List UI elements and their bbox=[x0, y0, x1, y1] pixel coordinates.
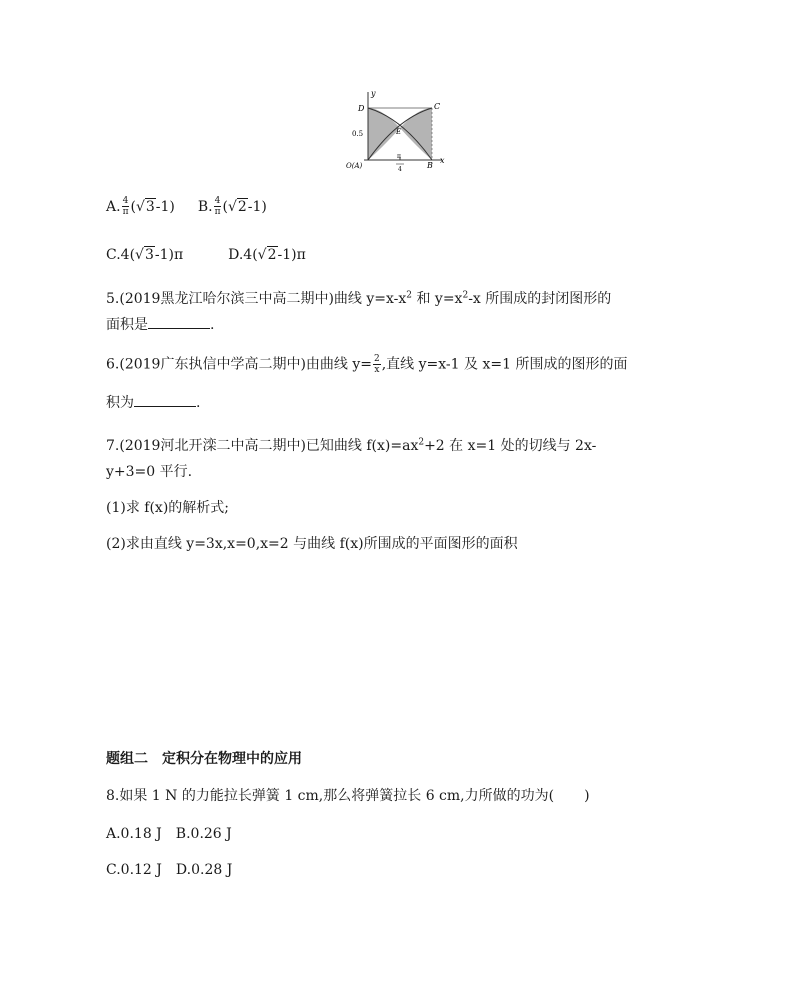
q7-text-a: 7.(2019河北开滦二中高二期中)已知曲线 f(x)=ax bbox=[106, 438, 419, 454]
q4-option-b-suffix: -1) bbox=[247, 198, 267, 215]
q6-line-2-text: 积为 bbox=[106, 395, 134, 411]
q6-text-b: ,直线 y=x-1 及 x=1 所围成的图形的面 bbox=[381, 356, 628, 373]
q4-option-b[interactable]: B. $\frac{4}{\pi}$ (√2-1) bbox=[197, 196, 267, 217]
q6-fraction-denominator: x bbox=[374, 365, 380, 375]
q7-part-1: (1)求 f(x)的解析式; bbox=[106, 500, 229, 516]
q4-option-c-suffix: -1)π bbox=[154, 247, 184, 263]
q6-end-period: . bbox=[196, 395, 201, 411]
q5-stem-line-1 bbox=[106, 290, 611, 308]
q7-part-2: (2)求由直线 y=3x,x=0,x=2 与曲线 f(x)所围成的平面图形的面积 bbox=[106, 536, 518, 552]
q7-stem-line-1 bbox=[106, 437, 596, 455]
q8-option-a[interactable]: A.0.18 J bbox=[106, 826, 162, 842]
label-half: 0.5 bbox=[352, 130, 364, 138]
q5-text-c: -x 所围成的封闭图形的 bbox=[468, 291, 612, 307]
q4-option-a-numerator: 4 bbox=[122, 196, 129, 206]
q4-option-b-numerator: 4 bbox=[214, 196, 221, 206]
q8-stem-text: 8.如果 1 N 的力能拉长弹簧 1 cm,那么将弹簧拉长 6 cm,力所做的功为( bbox=[106, 788, 555, 804]
q6-fraction bbox=[373, 354, 381, 375]
q4-option-a-radicand: 3 bbox=[145, 198, 155, 215]
section-2-heading: 题组二 定积分在物理中的应用 bbox=[106, 751, 302, 767]
q8-options-row-2 bbox=[106, 861, 232, 879]
label-pi: π bbox=[397, 153, 401, 160]
label-d: D bbox=[358, 104, 365, 113]
q4-options-row-2 bbox=[106, 246, 306, 264]
q4-option-b-fraction bbox=[214, 196, 222, 217]
q5-text-b: 和 y=x bbox=[412, 291, 463, 307]
q4-option-a-prefix: A. bbox=[106, 198, 121, 215]
q8-stem bbox=[106, 787, 590, 805]
q4-option-d-sqrt: √2 bbox=[257, 247, 277, 263]
q7-stem-line-2: y+3=0 平行. bbox=[106, 464, 193, 480]
q5-stem-line-2 bbox=[106, 316, 214, 334]
q4-option-a-suffix: -1) bbox=[155, 198, 175, 215]
label-y: y bbox=[371, 89, 376, 98]
q4-option-c-prefix: C.4( bbox=[106, 247, 136, 263]
label-x: x bbox=[440, 156, 445, 165]
q4-option-b-prefix: B. bbox=[197, 198, 213, 215]
q4-option-c-sqrt: √3 bbox=[135, 247, 154, 263]
q6-stem-line-2 bbox=[106, 394, 200, 412]
shaded-region-right bbox=[400, 108, 432, 160]
q4-option-b-radicand: 2 bbox=[237, 198, 247, 215]
q5-exponent-1: 2 bbox=[406, 290, 413, 301]
q4-option-d[interactable] bbox=[228, 247, 306, 263]
q4-option-d-prefix: D.4( bbox=[228, 247, 258, 263]
q4-option-c[interactable] bbox=[106, 247, 188, 263]
q4-options-row-1 bbox=[106, 196, 267, 217]
area-figure-svg bbox=[338, 88, 448, 172]
q5-end-period: . bbox=[210, 317, 215, 333]
q4-option-a-fraction bbox=[122, 196, 130, 217]
q6-fraction-numerator: 2 bbox=[374, 354, 380, 364]
q6-text-a: 6.(2019广东执信中学高二期中)由曲线 y= bbox=[106, 356, 372, 373]
q7-text-b: +2 在 x=1 处的切线与 2x- bbox=[424, 438, 597, 454]
q8-option-d[interactable]: D.0.28 J bbox=[175, 862, 233, 878]
label-b: B bbox=[427, 161, 433, 170]
q4-option-d-suffix: -1)π bbox=[277, 247, 306, 263]
q5-answer-blank[interactable] bbox=[148, 316, 210, 329]
q5-line-2-text: 面积是 bbox=[106, 317, 148, 333]
label-c: C bbox=[434, 102, 441, 111]
q4-option-a-denominator: π bbox=[122, 207, 129, 217]
q8-stem-close: ) bbox=[584, 788, 590, 804]
q4-option-a[interactable]: A. $\frac{4}{\pi}$ (√3-1) bbox=[106, 196, 175, 217]
label-e: E bbox=[396, 128, 402, 136]
q4-option-a-sqrt: √3 bbox=[135, 198, 155, 215]
q4-option-b-sqrt: √2 bbox=[227, 198, 247, 215]
q8-option-b[interactable]: B.0.26 J bbox=[175, 826, 232, 842]
q5-exponent-2: 2 bbox=[462, 290, 469, 301]
q5-text-a: 5.(2019黑龙江哈尔滨三中高二期中)曲线 y=x-x bbox=[106, 291, 407, 307]
q4-option-b-denominator: π bbox=[214, 207, 221, 217]
q4-option-d-radicand: 2 bbox=[267, 247, 277, 263]
label-origin: O(A) bbox=[346, 162, 363, 170]
q8-option-c[interactable]: C.0.12 J bbox=[106, 862, 162, 878]
q4-option-c-radicand: 3 bbox=[144, 247, 154, 263]
q7-exponent: 2 bbox=[418, 437, 425, 448]
label-four: 4 bbox=[398, 166, 402, 172]
q6-stem-line-1 bbox=[106, 354, 627, 375]
q6-answer-blank[interactable] bbox=[134, 394, 196, 407]
area-figure bbox=[338, 88, 448, 172]
q8-options-row-1 bbox=[106, 825, 232, 843]
